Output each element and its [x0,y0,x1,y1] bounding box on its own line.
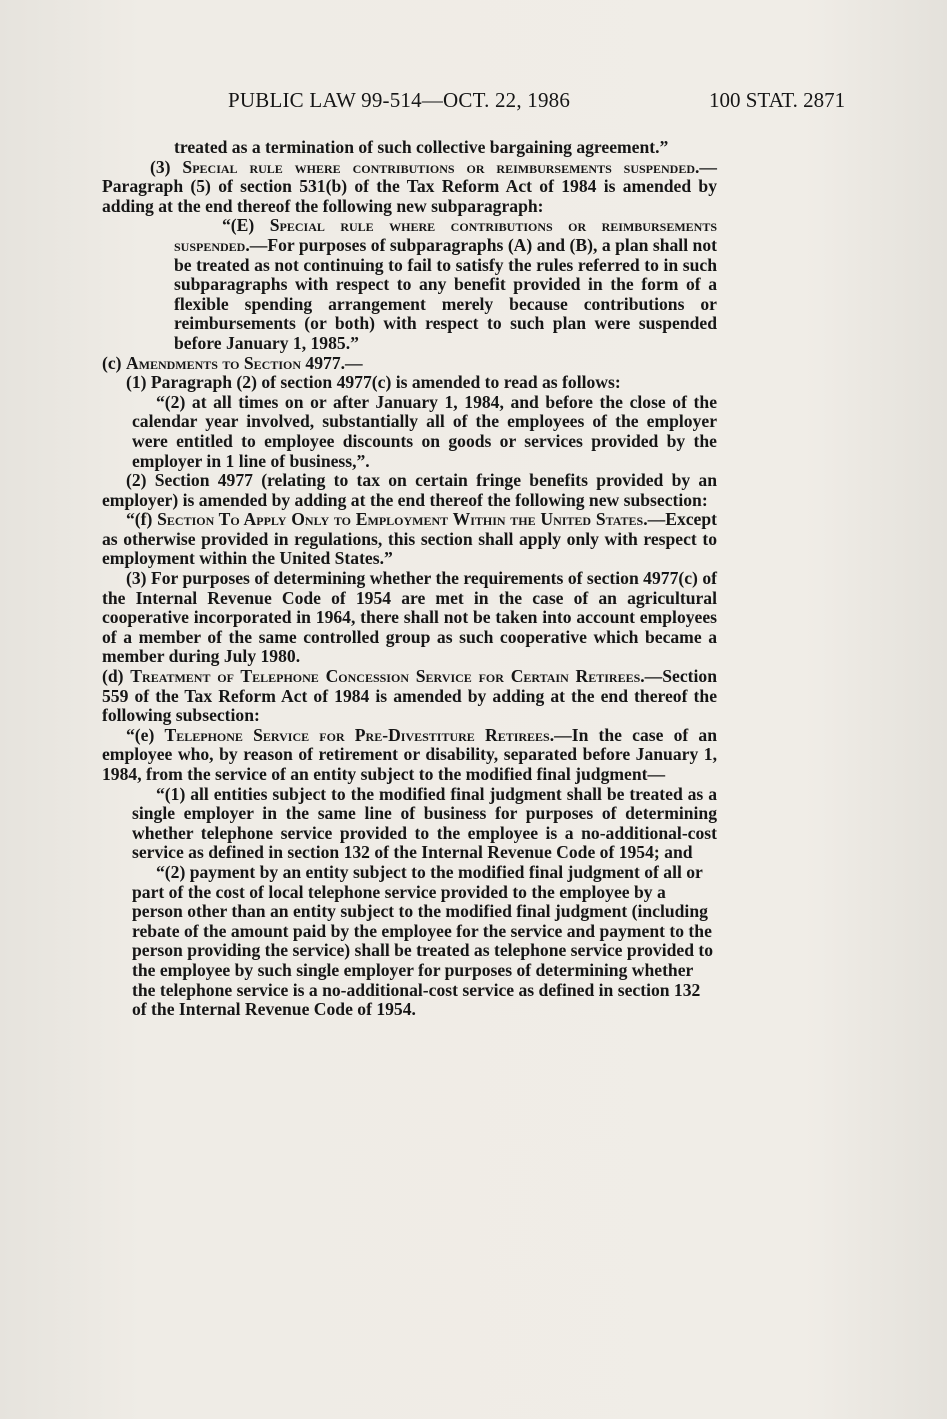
paragraph-text: “(2) payment by an entity subject to the modified final judgment of all or part of the cost of local telephone service provided to the employee by a person other than an entity subject to the modified final judgment (including rebate of the amount paid by the employee for the service and payment to the person providing the service) shall be treated as telephone service provided to the employee by such single employer for purposes of determining whether the telephone service is a no-additional-cost service as defined in section 132 of the Internal Revenue Code of 1954. [132,861,714,1020]
section-heading: Section To Apply Only to Employment Within the United States. [157,509,648,530]
paragraph-text: 4977.— [301,352,363,373]
page-header [0,88,947,118]
paragraph-text: —Except as otherwise provided in regulations, this section shall apply only with respect to employment within the United States.” [102,509,717,569]
paragraph [102,158,717,217]
section-heading: Special rule where contributions or reimbursements suspended. [174,215,717,255]
paragraph-text: (2) Section 4977 (relating to tax on certain fringe benefits provided by an employer) is amended by adding at the end thereof the following new subsection: [102,470,717,510]
paragraph [102,354,717,374]
section-heading: Treatment of Telephone Concession Service for Certain Retirees. [130,666,645,687]
paragraph-text: treated as a termination of such collective bargaining agreement.” [174,137,669,157]
paragraph [102,138,717,158]
paragraph-text: —For purposes of subparagraphs (A) and (B), a plan shall not be treated as not continuing to fail to satisfy the rules referred to in such subparagraphs with respect to any benefit provided in the form of a flexible spending arrangement merely because contributions or reimbursements (or both) with respect to such plan were suspended before January 1, 1985.” [174,234,717,353]
paragraph [102,216,717,353]
paragraph-lead: “(e) [126,724,165,745]
paragraph [102,373,717,393]
paragraph-text: “(1) all entities subject to the modified final judgment shall be treated as a single employer in the same line of business for purposes of determining whether telephone service provided to the employee is a no-additional-cost service as defined in section 132 of the Internal Revenue Code of 1954; and [132,783,717,863]
paragraph-text: (3) For purposes of determining whether the requirements of section 4977(c) of the Internal Revenue Code of 1954 are met in the case of an agricultural cooperative incorporated in 1964, there shall not be taken into account employees of a member of the same controlled group as such cooperative which became a member during July 1980. [102,568,717,667]
paragraph-text: “(2) at all times on or after January 1, 1984, and before the close of the calendar year involved, substantially all of the employees of the employer were entitled to employee discounts on goods or services provided by the employer in 1 line of business,”. [132,391,717,471]
paragraph [102,569,717,667]
paragraph [102,471,717,510]
paragraph-lead: (3) [150,156,183,177]
paragraph-text: —Paragraph (5) of section 531(b) of the Tax Reform Act of 1984 is amended by adding at the end thereof the following new subparagraph: [102,156,717,216]
section-heading: Amendments to Section [125,352,302,373]
paragraph-lead: “(E) [222,215,270,236]
section-heading: Telephone Service for Pre-Divestiture Retirees. [164,724,555,745]
paragraph [102,863,717,1020]
paragraph [102,393,717,471]
paragraph-text: —Section 559 of the Tax Reform Act of 1984 is amended by adding at the end thereof the following subsection: [102,666,717,726]
section-heading: Special rule where contributions or reimbursements suspended. [182,156,700,177]
paragraph-text: (1) Paragraph (2) of section 4977(c) is amended to read as follows: [126,372,621,393]
paragraph-lead: (c) [102,352,126,373]
paragraph [102,785,717,863]
paragraph-text: —In the case of an employee who, by reason of retirement or disability, separated before January 1, 1984, from the service of an entity subject to the modified final judgment— [102,724,717,784]
paragraph [102,726,717,785]
paragraph [102,667,717,726]
paragraph [102,510,717,569]
page-body [102,138,717,1020]
header-title: PUBLIC LAW 99-514—OCT. 22, 1986 [228,88,571,112]
paragraph-lead: (d) [102,666,131,687]
header-stat-page: 100 STAT. 2871 [709,88,846,112]
paragraph-lead: “(f) [126,509,158,530]
